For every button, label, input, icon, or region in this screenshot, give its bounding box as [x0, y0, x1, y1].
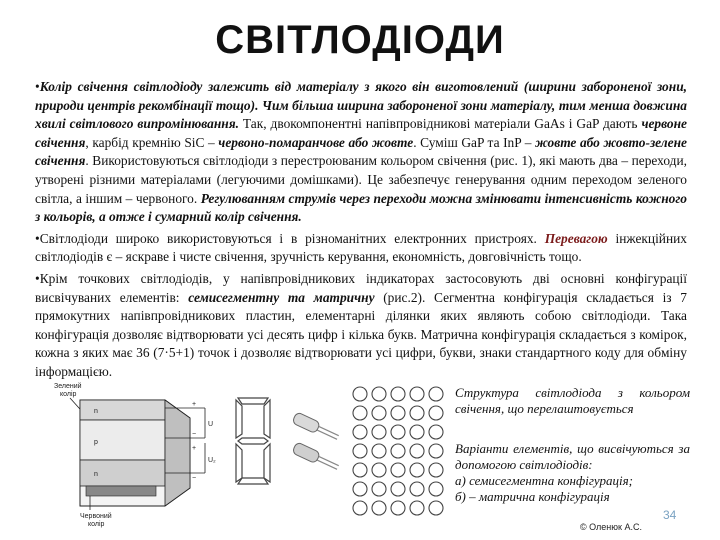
label-red-color-2: колір [88, 521, 105, 528]
paragraph-color-dependence [35, 78, 687, 227]
matrix-dot [410, 425, 424, 439]
matrix-dot [410, 444, 424, 458]
matrix-dot [410, 387, 424, 401]
terminal-plus-top: + [192, 401, 197, 408]
layer-p [80, 420, 165, 460]
voltage-u2: U₂ [208, 457, 216, 464]
paragraph-configurations [35, 270, 687, 382]
caption-variants-line1: Варіанти елементів, що висвічуються за допомогою світлодіодів: [455, 441, 690, 472]
page-title: СВІТЛОДІОДИ [215, 18, 505, 62]
bullet: • [35, 230, 40, 246]
matrix-dot [353, 425, 367, 439]
segment-d [238, 478, 268, 484]
label-green-color: Зелений [54, 383, 82, 390]
matrix-dot [429, 387, 443, 401]
led-lead-2b [317, 460, 337, 469]
substrate [86, 486, 156, 496]
seven-segment-diagram [228, 392, 283, 492]
matrix-dot [429, 501, 443, 515]
copyright-notice: © Оленюк А.С. [580, 522, 642, 532]
bullet: • [35, 270, 40, 286]
segment-a [238, 398, 268, 404]
dot-matrix-diagram [350, 384, 450, 526]
page-number: 34 [663, 508, 677, 522]
emphasis-text: семисегментну та матричну [188, 289, 375, 305]
segment-b [264, 400, 270, 438]
paragraph-advantages [35, 230, 687, 267]
matrix-dot [372, 463, 386, 477]
label-green-color-2: колір [60, 391, 77, 398]
emphasis-text: червоне свічення [35, 116, 687, 150]
emphasis-text: Колір свічення світлодіоду залежить від матеріалу з якого він виготовлений (ширини забороненої зони, природи центрів рекомбінації тощо). Чим більша ширина забороненої зони матеріалу, тим менша довжина хвилі світлового випромінювання. [35, 79, 687, 132]
matrix-dot [372, 444, 386, 458]
text-run: , карбід кремнію SiC – [85, 134, 219, 150]
led-components-picture [278, 402, 348, 482]
voltage-u1: U [208, 421, 214, 428]
region-n-top: n [94, 408, 98, 415]
emphasis-text: Регулюванням струмів через переходи можна змінювати інтенсивність кожного з кольорів, а отже і сумарний колір свічення. [35, 190, 687, 225]
bullet: • [35, 79, 40, 94]
layer-n-top [80, 400, 165, 420]
matrix-dot [391, 444, 405, 458]
led-bulb-1 [292, 412, 321, 434]
matrix-dot [410, 406, 424, 420]
led-bulb-2 [292, 442, 321, 464]
matrix-dot [353, 387, 367, 401]
text-run: (рис.2). Сегментна конфігурація складається із 7 прямокутних напівпровідникових пластин, елементарні ділянки яких являють собою світлодіоди. Така конфігурація дозволяє відтворювати усі десять цифр і кілька букв. Матрична конфігурація складається з комірок, кожна з яких має 36 (7·5+1) точок і дозволяє відтворювати усі цифри, букви, знаки стандартного коду для обміну інформацією. [35, 289, 687, 379]
matrix-dot [391, 406, 405, 420]
matrix-dot [372, 406, 386, 420]
text-run: інжекційних світлодіодів є – яскраве і чисте свічення, зручність керування, економність, довговічність тощо. [35, 230, 687, 265]
caption-led-structure: Структура світлодіода з кольором свічення, що перелаштовується [455, 385, 690, 416]
led-structure-diagram [50, 378, 220, 528]
matrix-dot [372, 387, 386, 401]
matrix-dot [410, 463, 424, 477]
matrix-dot [353, 444, 367, 458]
matrix-dot [391, 425, 405, 439]
label-red-color: Червоний [80, 513, 112, 520]
matrix-dot [391, 501, 405, 515]
matrix-dot [353, 501, 367, 515]
emphasis-text: жовте або жовто-зелене свічення [35, 134, 687, 169]
matrix-dot [410, 482, 424, 496]
matrix-dot [429, 463, 443, 477]
segment-c [264, 444, 270, 482]
led-lead-1b [317, 430, 337, 439]
text-run: . Використовуються світлодіоди з перестроюваним кольором свічення (рис. 1), які мають два – переходи, утворені різними матеріалами (легуючими домішками). Це забезпечує генерування одним переходом зеленого світла, а іншим – червоного. [35, 153, 687, 206]
text-run: Крім точкових світлодіодів, у напівпровідникових індикаторах застосовують дві основні конфігурації висвічуваних елементів: [35, 270, 687, 305]
matrix-dot [391, 387, 405, 401]
led-lead-1a [319, 426, 339, 435]
matrix-dot [353, 463, 367, 477]
terminal-minus-top: − [192, 431, 197, 438]
highlight-text: Перевагою [544, 230, 608, 246]
matrix-dot [429, 482, 443, 496]
region-n-bottom: n [94, 471, 98, 478]
region-p: p [94, 439, 98, 446]
matrix-dot [353, 406, 367, 420]
matrix-dot [429, 406, 443, 420]
layer-n-bottom [80, 460, 165, 486]
matrix-dot [391, 463, 405, 477]
segment-e [236, 444, 242, 482]
segment-g [238, 438, 268, 444]
text-run: Так, двокомпонентні напівпровідникові матеріали GaAs і GaP дають [238, 116, 642, 132]
matrix-dot [429, 425, 443, 439]
matrix-dot [410, 501, 424, 515]
text-run: Світлодіоди широко використовуються і в різноманітних електронних пристроях. [39, 230, 545, 246]
segment-f [236, 400, 242, 438]
matrix-dot [372, 482, 386, 496]
emphasis-text: червоно-помаранчове або жовте [218, 134, 414, 150]
matrix-dot [429, 444, 443, 458]
matrix-dot [372, 425, 386, 439]
matrix-dot [353, 482, 367, 496]
terminal-plus-bottom: + [192, 445, 197, 452]
led-lead-2a [319, 456, 339, 465]
matrix-dot [391, 482, 405, 496]
layer-side [165, 400, 190, 506]
matrix-dot [372, 501, 386, 515]
caption-variants [455, 441, 690, 505]
body-text [35, 78, 687, 385]
caption-variants-line3: б) – матрична конфігурація [455, 489, 610, 504]
terminal-minus-bottom: − [192, 475, 197, 482]
text-run: . Суміш GaP та InP – [413, 134, 536, 150]
caption-variants-line2: а) семисегментна конфігурація; [455, 473, 633, 488]
